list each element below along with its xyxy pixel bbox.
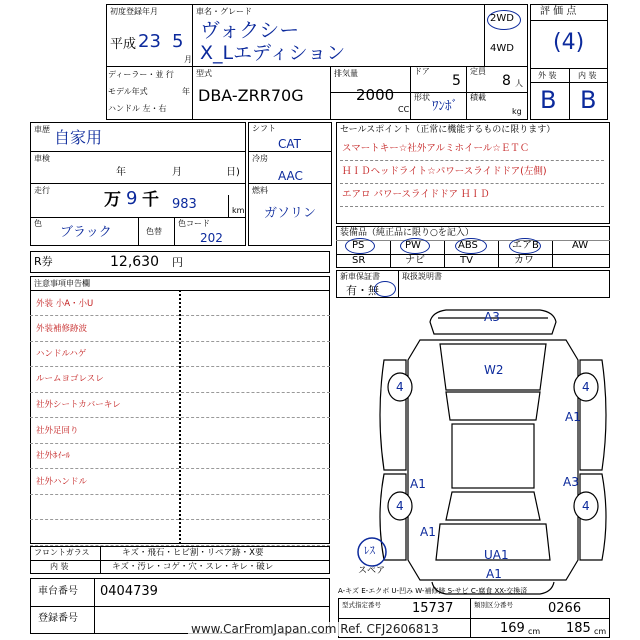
- equipment-aw: AW: [572, 240, 589, 251]
- damage-mark: 4: [396, 499, 404, 513]
- model-name-label: 車名・グレード: [196, 7, 252, 16]
- sales-point-line: スマートキー☆社外アルミホイール☆ＥＴＣ: [342, 143, 530, 154]
- kg-unit: kg: [512, 107, 522, 116]
- equipment-abs: ABS: [458, 240, 478, 251]
- damage-mark: UA1: [484, 548, 509, 562]
- equipment-label: 装備品（純正品に限り○を記入）: [340, 228, 474, 238]
- damage-mark: A3: [563, 475, 579, 489]
- frame-number-label: 車台番号: [38, 586, 78, 597]
- damage-mark: A1: [420, 525, 436, 539]
- front-glass-options: キズ・飛石・ヒビ割・リペア跡・X要: [122, 548, 264, 558]
- note-line: ルームヨゴレスレ: [36, 374, 104, 384]
- shift-value: CAT: [278, 137, 301, 151]
- damage-mark: W2: [484, 363, 504, 377]
- color-code-label: 色コード: [178, 219, 210, 228]
- spare-mark: ﾚｽ: [364, 544, 375, 557]
- note-line: 外装補修跡波: [36, 324, 88, 334]
- note-line: 社外ハンドル: [36, 477, 88, 487]
- frame-number-value: 0404739: [100, 584, 158, 599]
- inspection-label: 車検: [34, 154, 50, 163]
- auth-length-value: 169: [500, 621, 525, 636]
- note-line: 社外足回り: [36, 426, 79, 436]
- notes-label: 注意事項申告欄: [34, 279, 90, 288]
- color-value: ブラック: [60, 225, 112, 240]
- shape-value: ﾜﾝﾎﾞ: [432, 99, 458, 114]
- exterior-score: B: [540, 86, 557, 114]
- era: 平成: [110, 37, 137, 52]
- recycle-value: 12,630: [110, 254, 159, 270]
- reg-year: 23: [138, 31, 161, 52]
- type-label: 型式: [196, 69, 212, 78]
- auth-length-unit: cm: [528, 627, 541, 636]
- shape-label: 形状: [414, 93, 430, 102]
- drive-4wd: 4WD: [490, 43, 514, 54]
- equipment-airbag: エアB: [512, 240, 539, 251]
- reg-number-label: 登録番号: [38, 613, 78, 624]
- fuel-label: 燃料: [252, 186, 268, 195]
- model-name: ヴォクシー: [200, 18, 300, 42]
- mileage-man: 万: [104, 190, 121, 210]
- reg-month: 5: [172, 31, 184, 52]
- mileage-label: 走行: [34, 186, 50, 195]
- model-year-label: モデル年式: [108, 87, 148, 96]
- recycle-unit: 円: [172, 256, 183, 269]
- auth-type-label: 型式指定番号: [342, 601, 381, 609]
- dealer-label: ディーラー・並 行: [108, 70, 174, 79]
- damage-legend: A-キズ E-エクボ U-凹み W-補修跡 S-サビ C-腐食 XX-交換済: [338, 587, 528, 595]
- score-label: 評 価 点: [540, 6, 577, 17]
- auth-weight-unit: cm: [594, 627, 607, 636]
- auth-class-label: 類別区分番号: [474, 601, 513, 609]
- warranty-value: 有・無: [346, 284, 379, 297]
- ac-label: 冷房: [252, 154, 268, 163]
- exterior-label: 外 装: [538, 71, 557, 80]
- usage-label: 車歴: [34, 125, 50, 134]
- displacement-value: 2000: [356, 86, 395, 104]
- mileage-man-value: 9: [126, 188, 138, 209]
- interior-score: B: [580, 86, 597, 114]
- cc-unit: CC: [398, 105, 410, 114]
- spare-label: スペア: [358, 566, 386, 576]
- grade: X_Lエディション: [200, 42, 346, 64]
- equipment-tv: TV: [460, 255, 473, 266]
- interior-options: キズ・汚レ・コゲ・穴・スレ・キレ・破レ: [112, 562, 274, 572]
- doors-value: 5: [452, 73, 461, 89]
- sales-point-line: エアロ パワースライドドア ＨＩＤ: [342, 189, 490, 200]
- color-code: 202: [200, 231, 223, 245]
- watermark: www.CarFromJapan.com Ref. CFJ2606813: [188, 622, 442, 636]
- capacity-label: 定員: [470, 67, 486, 76]
- auth-type-value: 15737: [412, 601, 454, 616]
- equipment-sr: SR: [352, 255, 366, 266]
- person-unit: 人: [515, 79, 523, 88]
- sales-points-label: セールスポイント（正常に機能するものに限ります）: [340, 125, 556, 135]
- model-year-unit: 年: [182, 87, 190, 96]
- month-unit: 月: [184, 55, 192, 64]
- first-reg-label: 初度登録年月: [110, 7, 158, 16]
- handle-label: ハンドル 左・右: [108, 104, 167, 113]
- paint-change-label: 色替: [146, 227, 162, 236]
- sales-point-line: ＨＩＤヘッドライト☆パワースライドドア(左側): [342, 166, 547, 177]
- auth-class-value: 0266: [548, 601, 582, 616]
- inspection-day-unit: 日): [226, 167, 240, 178]
- note-line: 外装 小A・小U: [36, 299, 94, 309]
- equipment-navi: ナビ: [405, 255, 425, 266]
- mileage-rest: 983: [172, 197, 197, 212]
- capacity-value: 8: [502, 73, 511, 89]
- shift-label: シフト: [252, 124, 276, 133]
- drive-2wd: 2WD: [490, 13, 514, 24]
- mileage-sen: 千: [142, 190, 159, 210]
- damage-mark: A1: [486, 567, 502, 581]
- damage-mark: 4: [582, 499, 590, 513]
- equipment-ps: PS: [352, 240, 365, 251]
- warranty-label: 新車保証書: [340, 272, 380, 281]
- displacement-label: 排気量: [334, 69, 358, 78]
- doors-label: ドア: [414, 67, 430, 76]
- mileage-unit: km: [232, 206, 245, 215]
- note-line: ハンドルハゲ: [36, 349, 87, 359]
- ac-value: AAC: [278, 169, 303, 183]
- equipment-pw: PW: [405, 240, 421, 251]
- interior-label-notes: 内 装: [50, 562, 69, 571]
- inspection-month-unit: 月: [172, 167, 182, 178]
- damage-mark: 4: [582, 380, 590, 394]
- damage-mark: A1: [410, 477, 426, 491]
- interior-label: 内 装: [578, 71, 597, 80]
- auth-weight-value: 185: [566, 621, 591, 636]
- inspection-year-unit: 年: [116, 167, 126, 178]
- usage-value: 自家用: [54, 128, 103, 147]
- equipment-leather: カワ: [514, 255, 534, 266]
- records-label: 取扱説明書: [402, 272, 442, 281]
- damage-mark: A3: [484, 310, 500, 324]
- note-line: 社外ﾎｲｰﾙ: [36, 451, 71, 461]
- damage-mark: 4: [396, 380, 404, 394]
- color-label: 色: [34, 219, 42, 228]
- type-value: DBA-ZRR70G: [198, 86, 304, 105]
- front-glass-label: フロントガラス: [34, 548, 90, 557]
- fuel-value: ガソリン: [264, 206, 317, 221]
- score-value: (4): [553, 30, 585, 55]
- note-line: 社外シートカバーキレ: [36, 400, 121, 410]
- damage-mark: A1: [565, 410, 581, 424]
- recycle-label: R券: [34, 255, 53, 268]
- load-label: 積載: [470, 93, 486, 102]
